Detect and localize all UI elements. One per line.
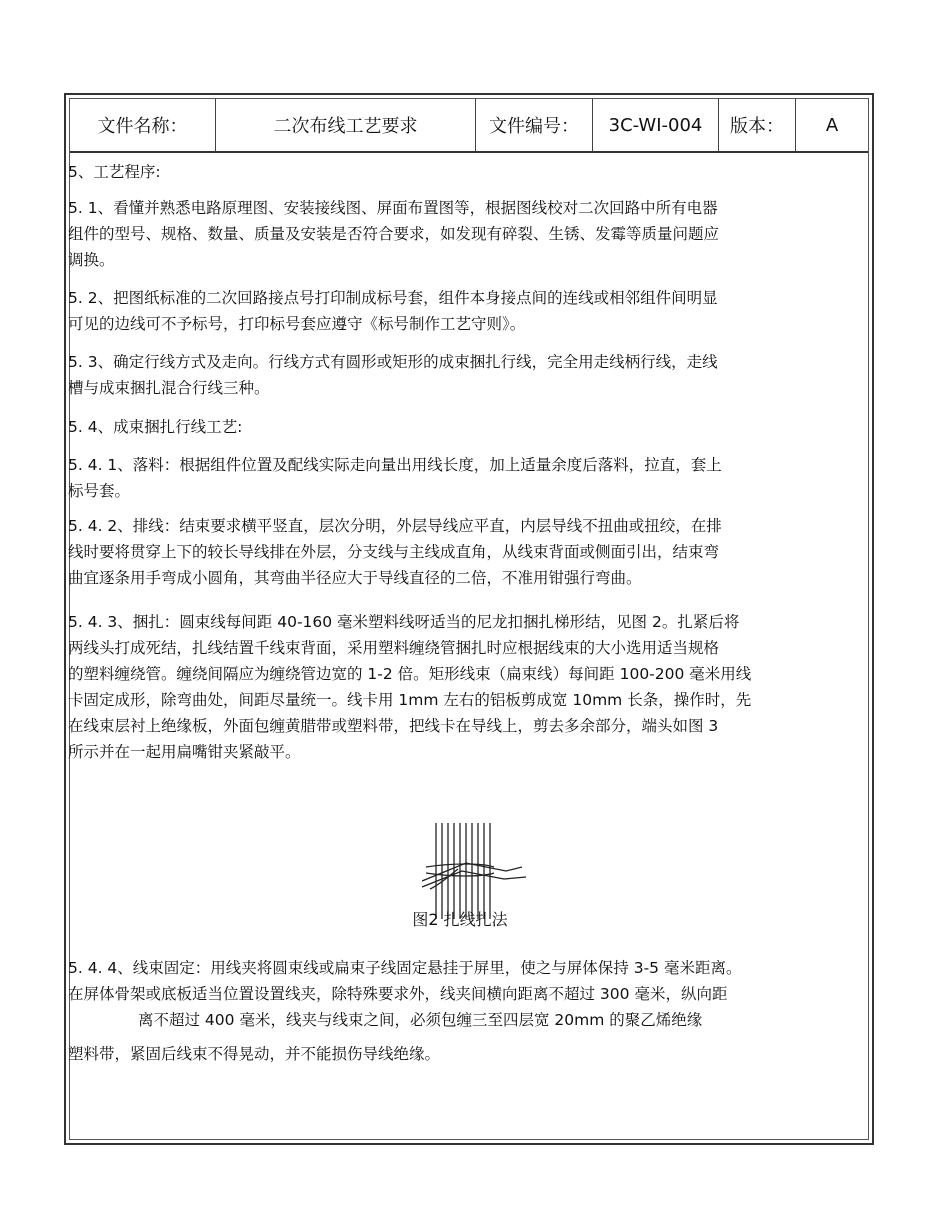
doc-number-value: 3C-WI-004 — [593, 99, 719, 151]
paragraph-5-4-2 — [68, 513, 854, 591]
text-line: 5. 4. 1、落料：根据组件位置及配线实际走向量出用线长度，加上适量余度后落料，拉直，套上 — [68, 456, 722, 474]
paragraph-5-4-3 — [68, 609, 854, 765]
text-line: 5. 4、成束捆扎行线工艺: — [68, 418, 243, 436]
text-line: 标号套。 — [68, 482, 131, 500]
text-line: 5. 4. 2、排线：结束要求横平竖直，层次分明，外层导线应平直，内层导线不扭曲或扭绞，在排 — [68, 517, 722, 535]
text-line: 5、工艺程序: — [68, 163, 161, 181]
doc-name-label: 文件名称： — [70, 99, 216, 151]
text-line: 所示并在一起用扁嘴钳夹紧敲平。 — [68, 743, 301, 761]
text-line: 曲宜逐条用手弯成小圆角，其弯曲半径应大于导线直径的二倍，不准用钳强行弯曲。 — [68, 569, 642, 587]
document-inner-border — [69, 98, 869, 1140]
paragraph-5-2 — [68, 285, 854, 337]
text-line: 组件的型号、规格、数量、质量及安装是否符合要求，如发现有碎裂、生锈、发霉等质量问题应 — [68, 225, 720, 243]
text-line: 5. 1、看懂并熟悉电路原理图、安装接线图、屏面布置图等，根据图线校对二次回路中所有电器 — [68, 199, 718, 217]
document-body — [70, 155, 868, 1139]
paragraph-5-4 — [68, 414, 854, 440]
doc-name-value: 二次布线工艺要求 — [216, 99, 476, 151]
doc-version-label: 版本： — [719, 99, 796, 151]
text-line: 两线头打成死结，扎线结置千线束背面，采用塑料缠绕管捆扎时应根据线束的大小选用适当规格 — [68, 639, 720, 657]
paragraph-5-4-4 — [68, 955, 854, 1067]
document-header-table — [70, 99, 868, 153]
paragraph-5-4-1 — [68, 452, 854, 504]
text-line: 调换。 — [68, 251, 115, 269]
doc-version-value: A — [825, 114, 839, 136]
text-line: 卡固定成形，除弯曲处，间距尽量统一。线卡用 1mm 左右的铝板剪成宽 10mm 长条，操作时，先 — [68, 691, 752, 709]
section-title — [68, 159, 854, 185]
paragraph-5-1 — [68, 195, 854, 273]
text-line: 的塑料缠绕管。缠绕间隔应为缠绕管边宽的 1-2 倍。矩形线束（扁束线）每间距 100-200 毫米用线 — [68, 665, 752, 683]
figure-caption: 图2 扎线扎法 — [412, 910, 508, 929]
text-line: 塑料带，紧固后线束不得晃动，并不能损伤导线绝缘。 — [68, 1045, 441, 1063]
text-line: 5. 4. 3、捆扎：圆束线每间距 40-160 毫米塑料线呀适当的尼龙扣捆扎梯形结，见图 2。扎紧后将 — [68, 613, 740, 631]
text-line: 槽与成束捆扎混合行线三种。 — [68, 379, 270, 397]
text-line: 离不超过 400 毫米，线夹与线束之间，必须包缠三至四层宽 20mm 的聚乙烯绝缘 — [138, 1011, 703, 1029]
text-line: 线时要将贯穿上下的较长导线排在外层，分支线与主线成直角，从线束背面或侧面引出，结束弯 — [68, 543, 720, 561]
doc-number-label: 文件编号： — [476, 99, 593, 151]
paragraph-5-3 — [68, 349, 854, 401]
text-line: 在线束层衬上绝缘板，外面包缠黄腊带或塑料带，把线卡在导线上，剪去多余部分，端头如图 3 — [68, 717, 719, 735]
text-line: 5. 2、把图纸标准的二次回路接点号打印制成标号套，组件本身接点间的连线或相邻组件间明显 — [68, 289, 718, 307]
text-line: 5. 3、确定行线方式及走向。行线方式有圆形或矩形的成束捆扎行线，完全用走线柄行线，走线 — [68, 353, 718, 371]
text-line: 5. 4. 4、线束固定：用线夹将圆束线或扁束子线固定悬挂于屏里，使之与屏体保持 3-5 毫米距离。 — [68, 959, 742, 977]
document-frame — [64, 93, 874, 1145]
text-line: 可见的边线可不予标号，打印标号套应遵守《标号制作工艺守则》。 — [68, 315, 526, 333]
text-line: 在屏体骨架或底板适当位置设置线夹，除特殊要求外，线夹间横向距离不超过 300 毫米，纵向距 — [68, 985, 728, 1003]
